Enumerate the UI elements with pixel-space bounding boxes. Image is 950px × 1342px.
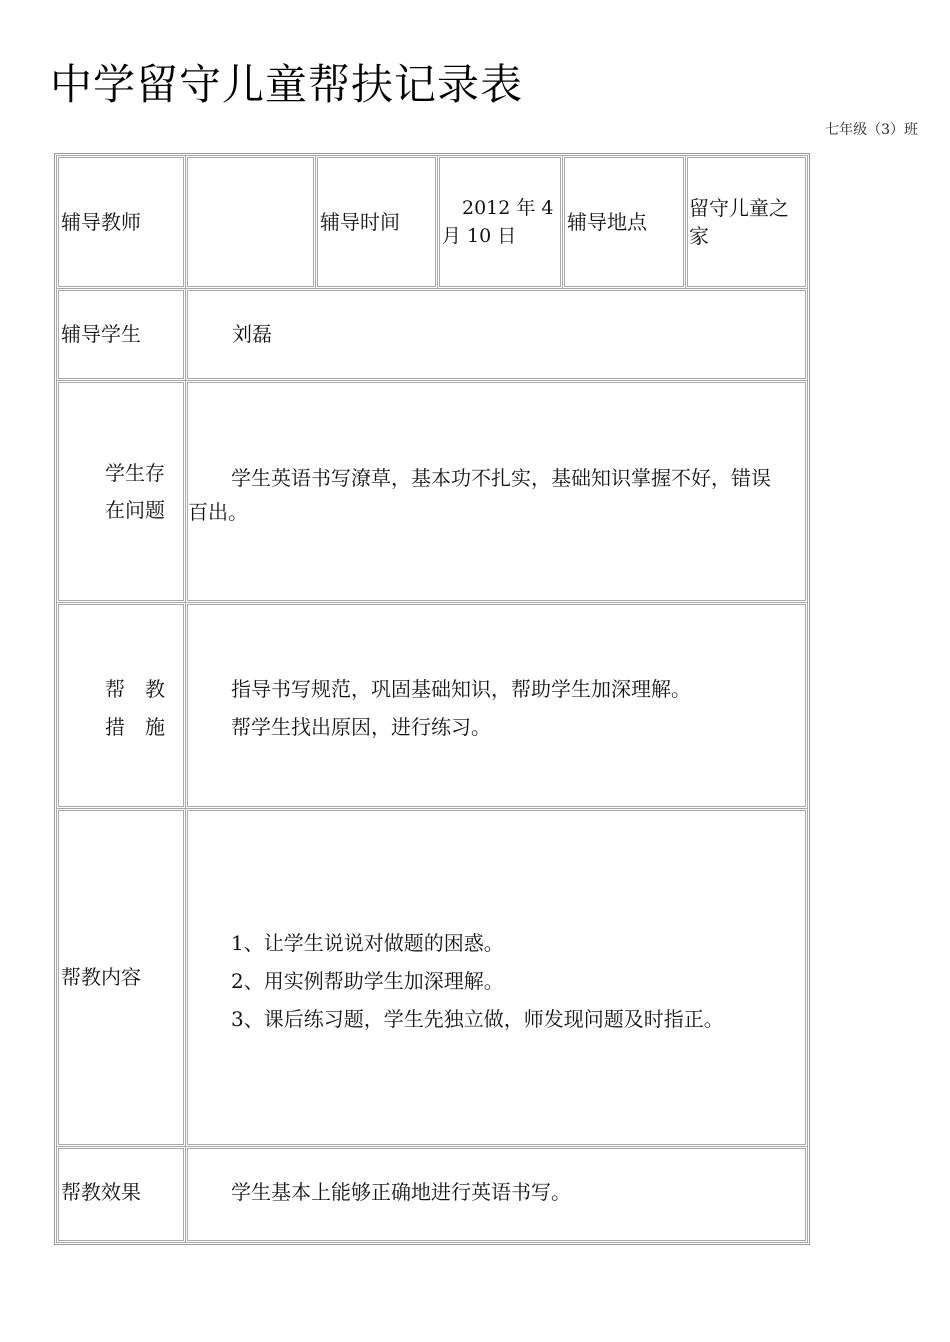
teacher-label: 辅导教师 [61,209,141,234]
page-title: 中学留守儿童帮扶记录表 [50,60,524,109]
measures-line-2: 帮学生找出原因，进行练习。 [231,715,491,739]
content-item-3: 3、课后练习题，学生先独立做，师发现问题及时指正。 [231,1007,724,1031]
content-item-2: 2、用实例帮助学生加深理解。 [231,969,504,993]
content-item-1: 1、让学生说说对做题的困惑。 [231,931,504,955]
time-value-line2: 月 10 日 [442,225,517,247]
place-value-line1: 留守儿童之 [689,196,789,220]
time-value-line1: 2012 年 4 [462,197,554,219]
problems-label-cell [56,380,186,603]
problems-text-line2: 百出。 [188,500,248,524]
content-text-cell [185,808,808,1147]
time-value-cell [437,155,563,289]
content-label: 帮教内容 [61,965,141,989]
effect-label-cell [56,1146,186,1243]
student-label: 辅导学生 [61,322,141,346]
effect-text-cell [185,1146,808,1243]
place-label: 辅导地点 [567,209,647,234]
measures-label-line1: 帮 教 [105,677,165,701]
student-name: 刘磊 [232,322,272,346]
class-label: 七年级（3）班 [825,122,918,138]
student-value-cell [185,288,808,381]
time-label: 辅导时间 [320,209,400,234]
problems-text-cell [185,380,808,603]
measures-label-line2: 措 施 [105,715,165,739]
problems-label-line2: 在问题 [105,498,165,522]
teacher-value-cell [185,155,316,289]
measures-label-cell [56,602,186,809]
problems-label-line1: 学生存 [105,461,165,485]
place-value-line2: 家 [689,224,709,248]
place-label-cell [562,155,686,289]
measures-text-cell [185,602,808,809]
problems-text-line1: 学生英语书写潦草，基本功不扎实，基础知识掌握不好，错误 [231,466,771,490]
student-label-cell [56,288,186,381]
measures-line-1: 指导书写规范，巩固基础知识，帮助学生加深理解。 [231,677,691,701]
effect-label: 帮教效果 [61,1180,141,1204]
effect-text: 学生基本上能够正确地进行英语书写。 [231,1180,571,1204]
teacher-label-cell [56,155,186,289]
content-label-cell [56,808,186,1147]
place-value-cell [685,155,808,289]
time-label-cell [315,155,438,289]
